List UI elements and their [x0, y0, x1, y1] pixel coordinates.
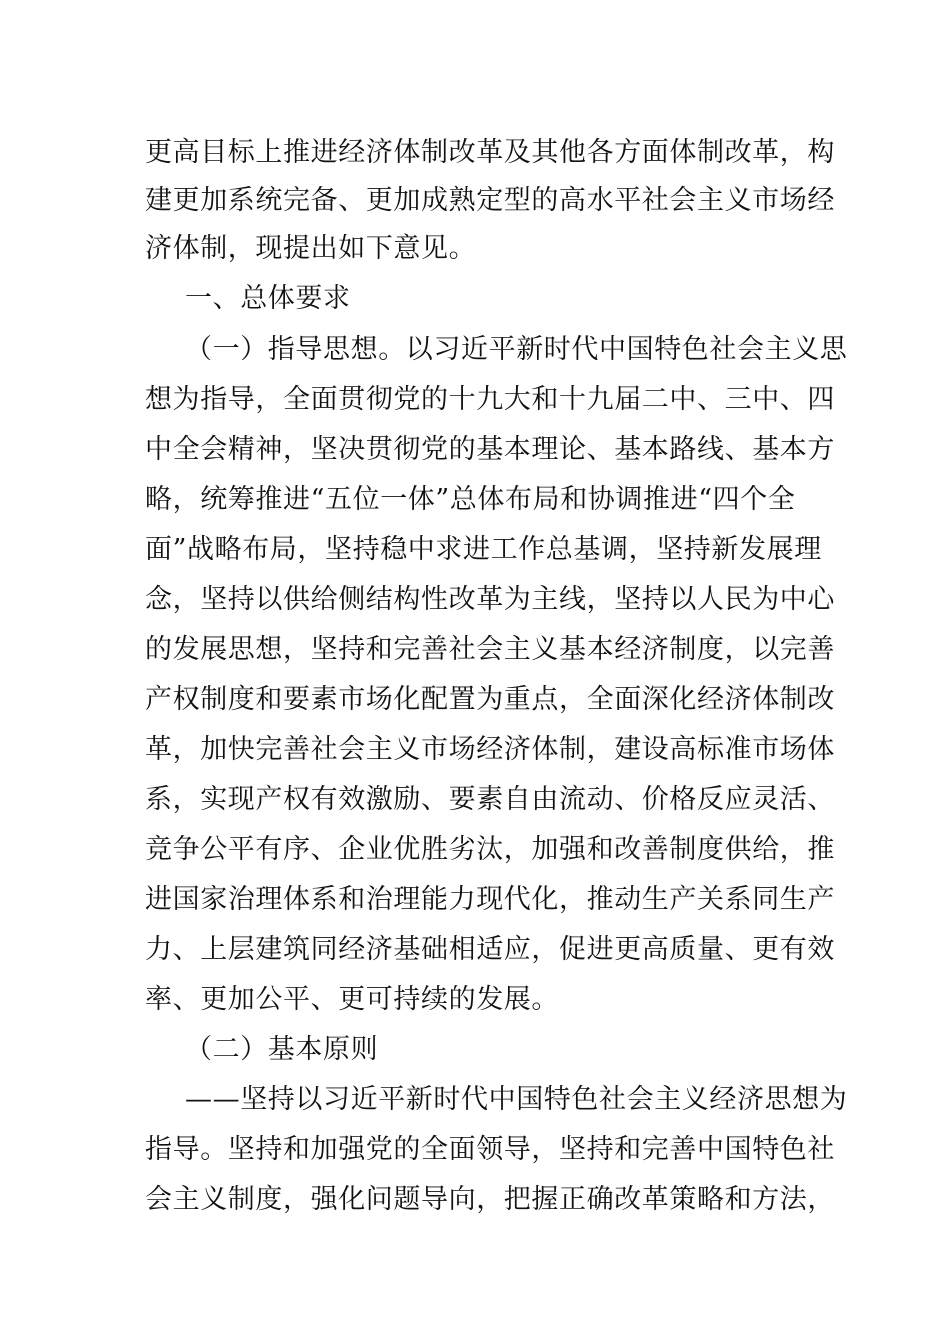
text-line: 进国家治理体系和治理能力现代化，推动生产关系同生产: [145, 884, 835, 915]
text-line: 济体制，现提出如下意见。: [145, 233, 477, 264]
text-line: 面”战略布局，坚持稳中求进工作总基调，坚持新发展理: [145, 534, 822, 565]
text-line: 想为指导，全面贯彻党的十九大和十九届二中、三中、四: [145, 384, 835, 415]
text-line: 竞争公平有序、企业优胜劣汰，加强和改善制度供给，推: [145, 834, 835, 865]
text-line: 略，统筹推进“五位一体”总体布局和协调推进“四个全: [145, 484, 796, 515]
subsection-heading: （二）基本原则: [185, 1034, 379, 1065]
text-line: 指导。坚持和加强党的全面领导，坚持和完善中国特色社: [145, 1134, 835, 1165]
text-line: 会主义制度，强化问题导向，把握正确改革策略和方法，: [145, 1184, 835, 1215]
text-line: 革，加快完善社会主义市场经济体制，建设高标准市场体: [145, 734, 835, 765]
text-line: 产权制度和要素市场化配置为重点，全面深化经济体制改: [145, 684, 835, 715]
text-line: 念，坚持以供给侧结构性改革为主线，坚持以人民为中心: [145, 584, 835, 615]
text-line: 力、上层建筑同经济基础相适应，促进更高质量、更有效: [145, 934, 835, 965]
text-line: 中全会精神，坚决贯彻党的基本理论、基本路线、基本方: [145, 434, 835, 465]
principle-line: ——坚持以习近平新时代中国特色社会主义经济思想为: [185, 1084, 848, 1115]
text-line: 系，实现产权有效激励、要素自由流动、价格反应灵活、: [145, 784, 835, 815]
text-line: 率、更加公平、更可持续的发展。: [145, 984, 559, 1015]
text-line: 建更加系统完备、更加成熟定型的高水平社会主义市场经: [145, 185, 835, 216]
section-heading: 一、总体要求: [185, 283, 351, 314]
text-line: 的发展思想，坚持和完善社会主义基本经济制度，以完善: [145, 634, 835, 665]
subsection-heading-line: （一）指导思想。以习近平新时代中国特色社会主义思: [185, 334, 848, 365]
text-line: 更高目标上推进经济体制改革及其他各方面体制改革，构: [145, 137, 835, 168]
